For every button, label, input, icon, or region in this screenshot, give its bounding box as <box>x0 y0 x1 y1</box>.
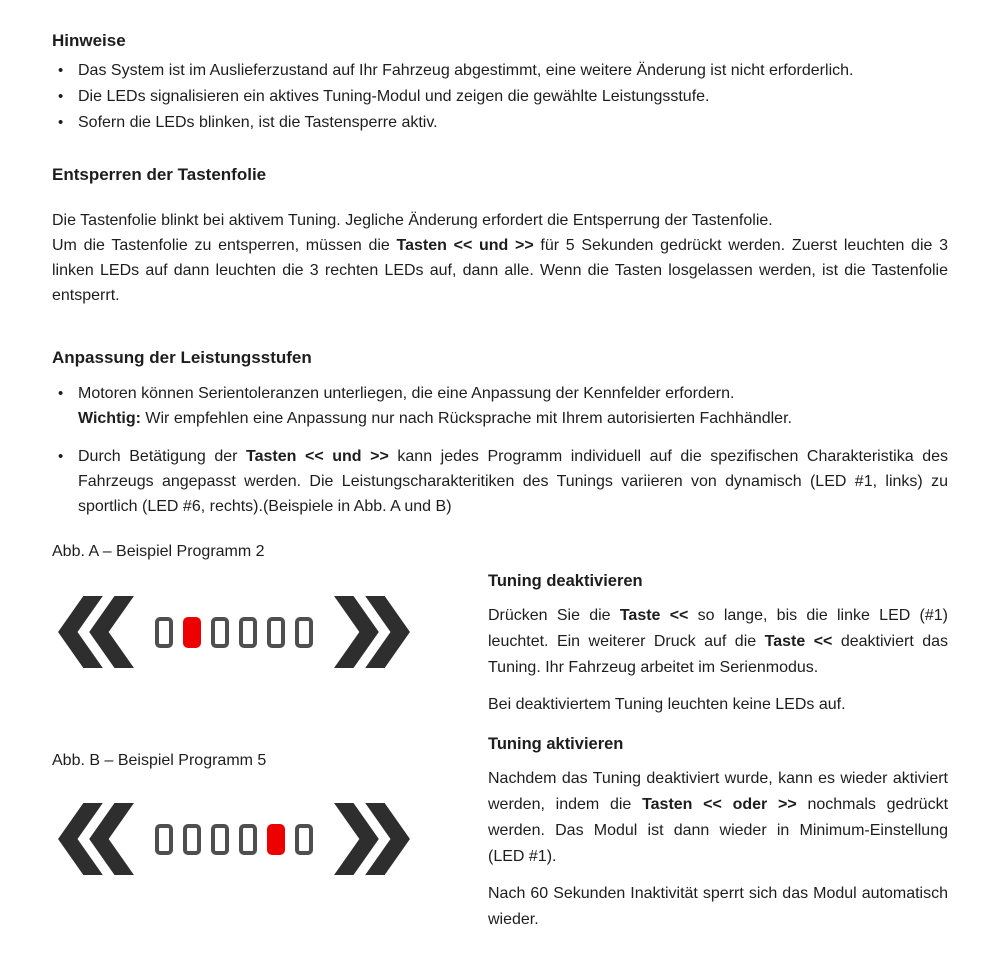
entsperren-paragraph: Die Tastenfolie blinkt bei aktivem Tuning. Jegliche Änderung erfordert die Entsperrung der Tastenfolie. Um die Tastenfolie zu entsperren, müssen die Tasten << und >> für 5 Sekunden gedrückt werden. Zuerst leuchten die 3 linken LEDs auf dann leuchten die 3 rechten LEDs auf, dann alle. Wenn die Tasten losgelassen werden, ist die Tastenfolie entsperrt. <box>52 212 949 304</box>
led-indicator <box>211 824 229 855</box>
section-title-entsperren: Entsperren der Tastenfolie <box>52 165 267 184</box>
paragraph: Nachdem das Tuning deaktiviert wurde, kann es wieder aktiviert werden, indem die Tasten << oder >> nochmals gedrückt werden. Das Modul ist dann wieder in Minimum-Einstellung (LED #1). <box>488 770 949 865</box>
section-title-hinweise: Hinweise <box>52 31 126 50</box>
figure-caption-b: Abb. B – Beispiel Programm 5 <box>52 752 267 769</box>
led-indicator <box>295 824 313 855</box>
paragraph: Nach 60 Sekunden Inaktivität sperrt sich das Modul automatisch wieder. <box>488 885 948 928</box>
figures-and-instructions <box>52 541 948 944</box>
section-hinweise <box>52 30 948 135</box>
led-figure-b <box>58 803 488 875</box>
led-indicator <box>267 617 285 648</box>
section-title-anpassung: Anpassung der Leistungsstufen <box>52 348 312 367</box>
double-chevron-right-icon <box>334 596 410 668</box>
section-tuning-aktivieren <box>488 733 948 933</box>
section-title-tuning-aktivieren: Tuning aktivieren <box>488 735 624 753</box>
bullet-item: • Das System ist im Auslieferzustand auf Ihr Fahrzeug abgestimmt, eine weitere Änderung ist nicht erforderlich. <box>52 58 948 83</box>
paragraph: Bei deaktiviertem Tuning leuchten keine LEDs auf. <box>488 696 846 713</box>
double-chevron-left-icon <box>58 596 134 668</box>
led-indicator <box>239 824 257 855</box>
figure-column <box>52 541 488 944</box>
bullet-item: • Sofern die LEDs blinken, ist die Tastensperre aktiv. <box>52 110 948 135</box>
figure-caption-a: Abb. A – Beispiel Programm 2 <box>52 543 265 560</box>
led-indicator <box>211 617 229 648</box>
double-chevron-left-icon <box>58 803 134 875</box>
hinweise-bullet-list <box>52 58 948 135</box>
led-strip-a <box>155 617 313 648</box>
led-strip-b <box>155 824 313 855</box>
bullet-item: • Die LEDs signalisieren ein aktives Tuning-Modul und zeigen die gewählte Leistungsstufe. <box>52 84 948 109</box>
led-indicator <box>295 617 313 648</box>
led-indicator <box>155 824 173 855</box>
bullet-item: • Durch Betätigung der Tasten << und >> kann jedes Programm individuell auf die spezifischen Charakteristika des Fahrzeugs angepasst werden. Die Leistungscharakteritiken des Tunings variieren von dynamisch (LED #1, links) zu sportlich (LED #6, rechts).(Beispiele in Abb. A und B) <box>52 444 948 519</box>
bullet-item: • Motoren können Serientoleranzen unterliegen, die eine Anpassung der Kennfelder erfordern. Wichtig: Wir empfehlen eine Anpassung nur nach Rücksprache mit Ihrem autorisierten Fachhändler. <box>52 381 948 431</box>
double-chevron-right-icon <box>334 803 410 875</box>
instruction-column <box>488 541 948 944</box>
section-tuning-deaktivieren <box>488 570 948 718</box>
led-figure-a <box>58 596 488 668</box>
led-indicator <box>155 617 173 648</box>
paragraph: Drücken Sie die Taste << so lange, bis die linke LED (#1) leuchtet. Ein weiterer Druck auf die Taste << deaktiviert das Tuning. Ihr Fahrzeug arbeitet im Serienmodus. <box>488 607 949 676</box>
anpassung-bullet-list <box>52 381 948 519</box>
led-indicator <box>183 824 201 855</box>
led-indicator-active <box>183 617 201 648</box>
led-indicator-active <box>267 824 285 855</box>
led-indicator <box>239 617 257 648</box>
section-entsperren <box>52 164 948 308</box>
section-anpassung <box>52 347 948 519</box>
section-title-tuning-deaktivieren: Tuning deaktivieren <box>488 572 643 590</box>
